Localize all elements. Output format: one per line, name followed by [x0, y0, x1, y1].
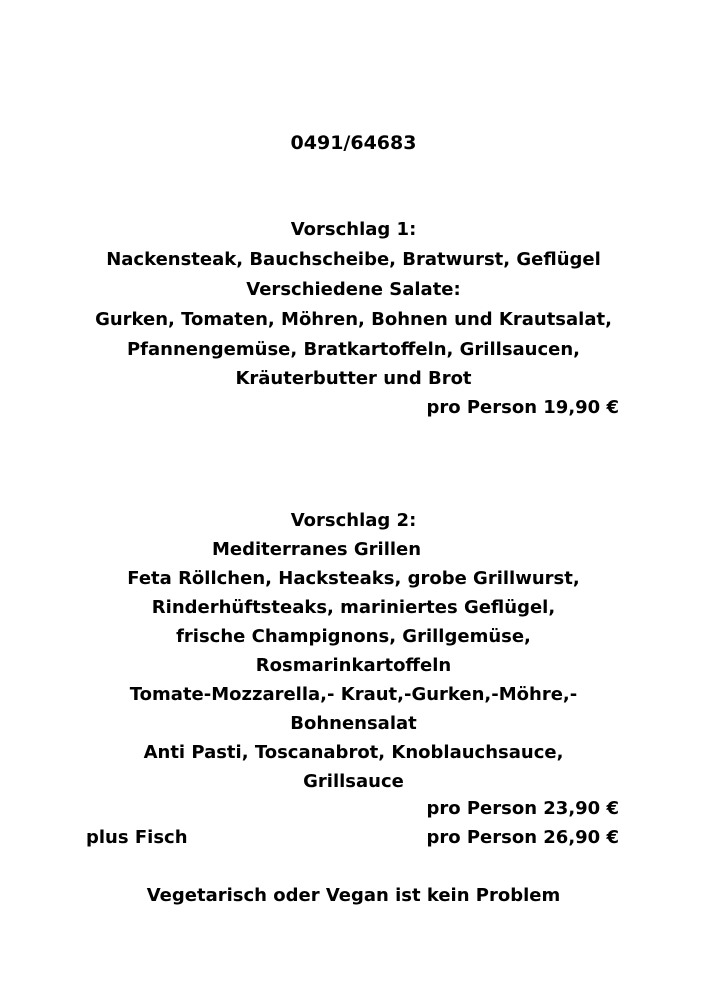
fish-price: pro Person 26,90 €: [426, 827, 619, 848]
offer-2-line: Grillsauce: [303, 771, 404, 792]
offer-1-line: Verschiedene Salate:: [246, 279, 461, 300]
offer-2-line: frische Champignons, Grillgemüse,: [176, 626, 531, 647]
offer-2-line: Anti Pasti, Toscanabrot, Knoblauchsauce,: [143, 742, 564, 763]
phone-number: 0491/64683: [290, 132, 417, 154]
offer-1-price: pro Person 19,90 €: [426, 397, 619, 418]
offer-1-line: Pfannengemüse, Bratkartoffeln, Grillsaucen,: [126, 339, 581, 360]
offer-2-line: Rinderhüftsteaks, mariniertes Geflügel,: [151, 597, 556, 618]
offer-2-subtitle: Mediterranes Grillen: [212, 539, 422, 560]
offer-2-line: Rosmarinkartoffeln: [255, 655, 452, 676]
offer-1-line: Gurken, Tomaten, Möhren, Bohnen und Krautsalat,: [95, 309, 612, 330]
offer-1-heading: Vorschlag 1:: [290, 219, 417, 240]
offer-2-heading: Vorschlag 2:: [290, 510, 417, 531]
offer-2-line: Feta Röllchen, Hacksteaks, grobe Grillwurst,: [127, 568, 580, 589]
fish-label: plus Fisch: [86, 827, 188, 848]
offer-2-line: Bohnensalat: [290, 713, 417, 734]
offer-2-price: pro Person 23,90 €: [426, 798, 619, 819]
offer-1-line: Kräuterbutter und Brot: [235, 368, 472, 389]
offer-2-line: Tomate-Mozzarella,- Kraut,-Gurken,-Möhre,-: [129, 684, 578, 705]
offer-1-line: Nackensteak, Bauchscheibe, Bratwurst, Geflügel: [106, 249, 601, 270]
vegetarian-note: Vegetarisch oder Vegan ist kein Problem: [146, 885, 561, 906]
